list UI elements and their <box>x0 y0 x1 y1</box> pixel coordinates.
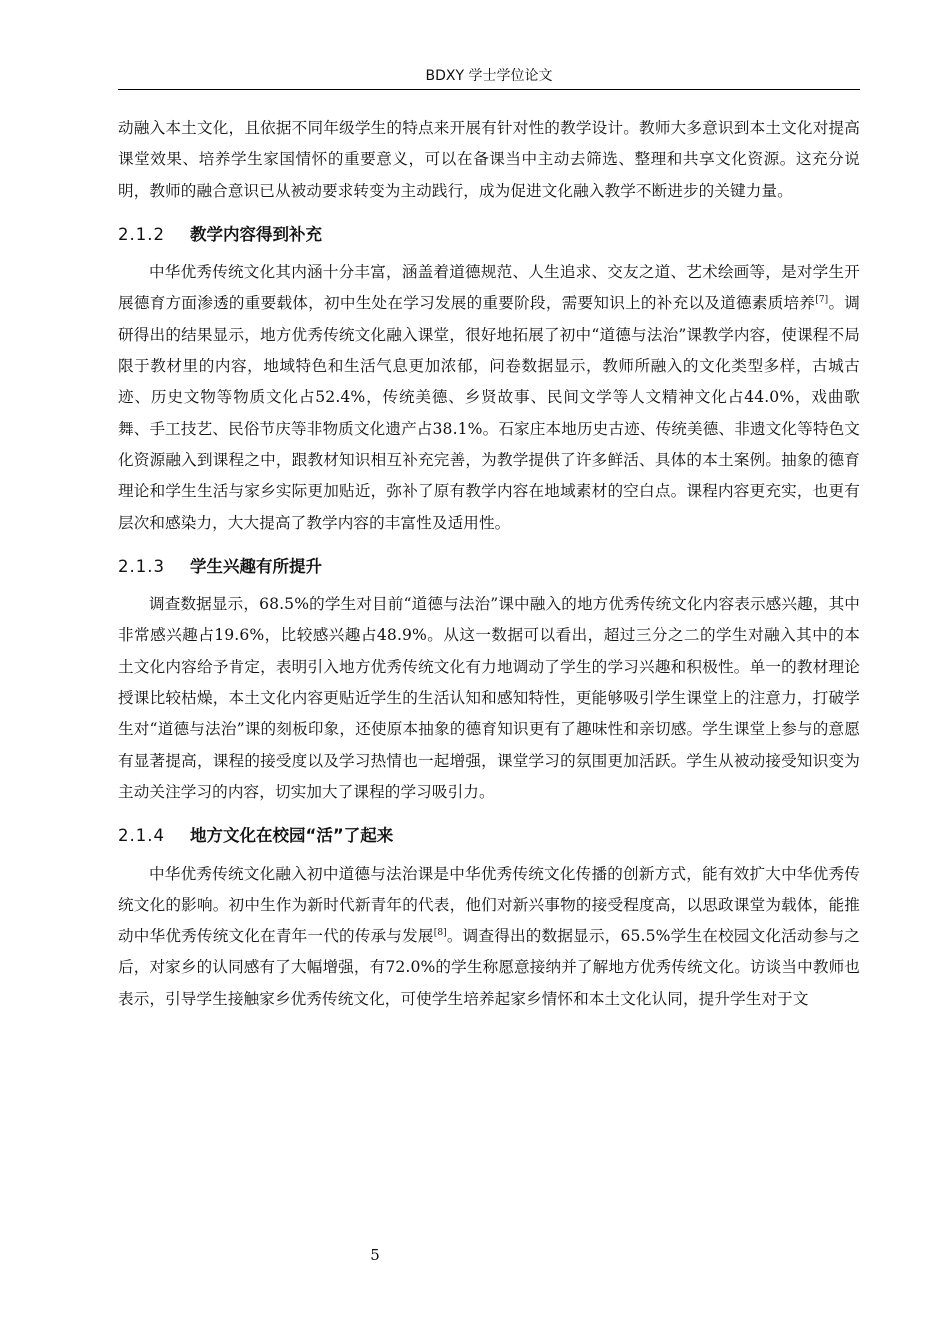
paragraph-continued: 动融入本土文化，且依据不同年级学生的特点来开展有针对性的教学设计。教师大多意识到本土文化对提高课堂效果、培养学生家国情怀的重要意义，可以在备课当中主动去筛选、整理和共享文化资源。这充分说明，教师的融合意识已从被动要求转变为主动践行，成为促进文化融入教学不断进步的关键力量。 <box>118 119 860 200</box>
header-rule <box>118 89 860 90</box>
section-title: 教学内容得到补充 <box>190 224 322 244</box>
citation-ref: [8] <box>433 927 447 938</box>
paragraph-text: 中华优秀传统文化其内涵十分丰富，涵盖着道德规范、人生追求、交友之道、艺术绘画等，是对学生开展德育方面渗透的重要载体，初中生处在学习发展的重要阶段，需要知识上的补充以及道德素质培养 <box>118 263 860 313</box>
section-number: 2.1.2 <box>118 224 165 244</box>
page-number: 5 <box>370 1246 380 1264</box>
section-heading-2-1-2 <box>118 207 860 257</box>
paragraph-local-culture <box>118 859 860 1015</box>
section-title: 地方文化在校园“活”了起来 <box>190 826 394 846</box>
paragraph-teaching-content <box>118 257 860 539</box>
section-number: 2.1.3 <box>118 556 165 576</box>
running-header: BDXY 学士学位论文 <box>425 68 553 84</box>
paragraph-text: 中华优秀传统文化融入初中道德与法治课是中华优秀传统文化传播的创新方式，能有效扩大中华优秀传统文化的影响。初中生作为新时代新青年的代表，他们对新兴事物的接受程度高，以思政课堂为载体，能推动中华优秀传统文化在青年一代的传承与发展 <box>118 864 860 946</box>
paragraph-student-interest: 调查数据显示，68.5%的学生对目前“道德与法治”课中融入的地方优秀传统文化内容表示感兴趣，其中非常感兴趣占19.6%，比较感兴趣占48.9%。从这一数据可以看出，超过三分之二的学生对融入其中的本土文化内容给予肯定，表明引入地方优秀传统文化有力地调动了学生的学习兴趣和积极性。单一的教材理论授课比较枯燥，本土文化内容更贴近学生的生活认知和感知特性，更能够吸引学生课堂上的注意力，打破学生对“道德与法治”课的刻板印象，还使原本抽象的德育知识更有了趣味性和亲切感。学生课堂上参与的意愿有显著提高，课程的接受度以及学习热情也一起增强，课堂学习的氛围更加活跃。学生从被动接受知识变为主动关注学习的内容，切实加大了课程的学习吸引力。 <box>118 595 860 801</box>
section-title: 学生兴趣有所提升 <box>190 556 322 576</box>
paragraph-text: 。调研得出的结果显示，地方优秀传统文化融入课堂，很好地拓展了初中“道德与法治”课教学内容，使课程不局限于教材里的内容，地域特色和生活气息更加浓郁，问卷数据显示，教师所融入的文化类型多样，古城古迹、历史文物等物质文化占52.4%，传统美德、乡贤故事、民间文学等人文精神文化占44.0%，戏曲歌舞、手工技艺、民俗节庆等非物质文化遗产占38.1%。石家庄本地历史古迹、传统美德、非遗文化等特色文化资源融入到课程之中，跟教材知识相互补充完善，为教学提供了许多鲜活、具体的本土案例。抽象的德育理论和学生生活与家乡实际更加贴近，弥补了原有教学内容在地域素材的空白点。课程内容更充实，也更有层次和感染力，大大提高了教学内容的丰富性及适用性。 <box>118 294 861 532</box>
section-number: 2.1.4 <box>118 826 165 846</box>
section-heading-2-1-4 <box>118 808 860 858</box>
citation-ref: [7] <box>815 295 829 306</box>
section-heading-2-1-3 <box>118 539 860 589</box>
paragraph-text: 。调查得出的数据显示，65.5%学生在校园文化活动参与之后，对家乡的认同感有了大幅增强，有72.0%的学生称愿意接纳并了解地方优秀传统文化。访谈当中教师也表示，引导学生接触家乡优秀传统文化，可使学生培养起家乡情怀和本土文化认同，提升学生对于文 <box>118 927 860 1008</box>
document-body <box>118 113 860 1015</box>
